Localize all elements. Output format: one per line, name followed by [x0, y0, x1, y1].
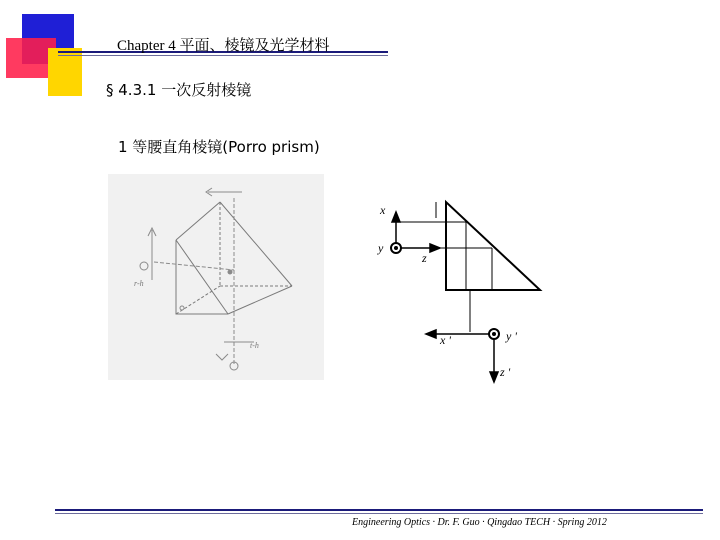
prism-outline-2d [446, 202, 540, 290]
label-x: x [380, 203, 386, 217]
porro-prism-3d-figure [108, 174, 324, 380]
porro-prism-coordinate-figure [370, 190, 550, 390]
label-y-prime: y ' [506, 329, 517, 343]
footer-rule-thin [55, 513, 703, 514]
label-r-h: r-h [134, 279, 144, 288]
footer-rule [55, 509, 703, 511]
chapter-title: Chapter 4 平面、棱镜及光学材料 [117, 38, 330, 54]
label-z-prime: z ' [500, 365, 511, 379]
label-z: z [422, 251, 427, 265]
subsection-title: 1 等腰直角棱镜(Porro prism) [118, 138, 320, 156]
footer-text: Engineering Optics · Dr. F. Guo · Qingdao TECH · Spring 2012 [352, 517, 607, 528]
label-y: y [378, 241, 384, 255]
header-rule-thin [58, 55, 388, 56]
internal-lines [396, 202, 492, 334]
y-axis-marker-dot [394, 246, 398, 250]
label-x-prime: x ' [440, 333, 451, 347]
section-title: § 4.3.1 一次反射棱镜 [106, 81, 252, 99]
label-t-h: t-h [250, 341, 259, 350]
y-prime-axis-marker-dot [492, 332, 496, 336]
output-axes [426, 330, 498, 382]
